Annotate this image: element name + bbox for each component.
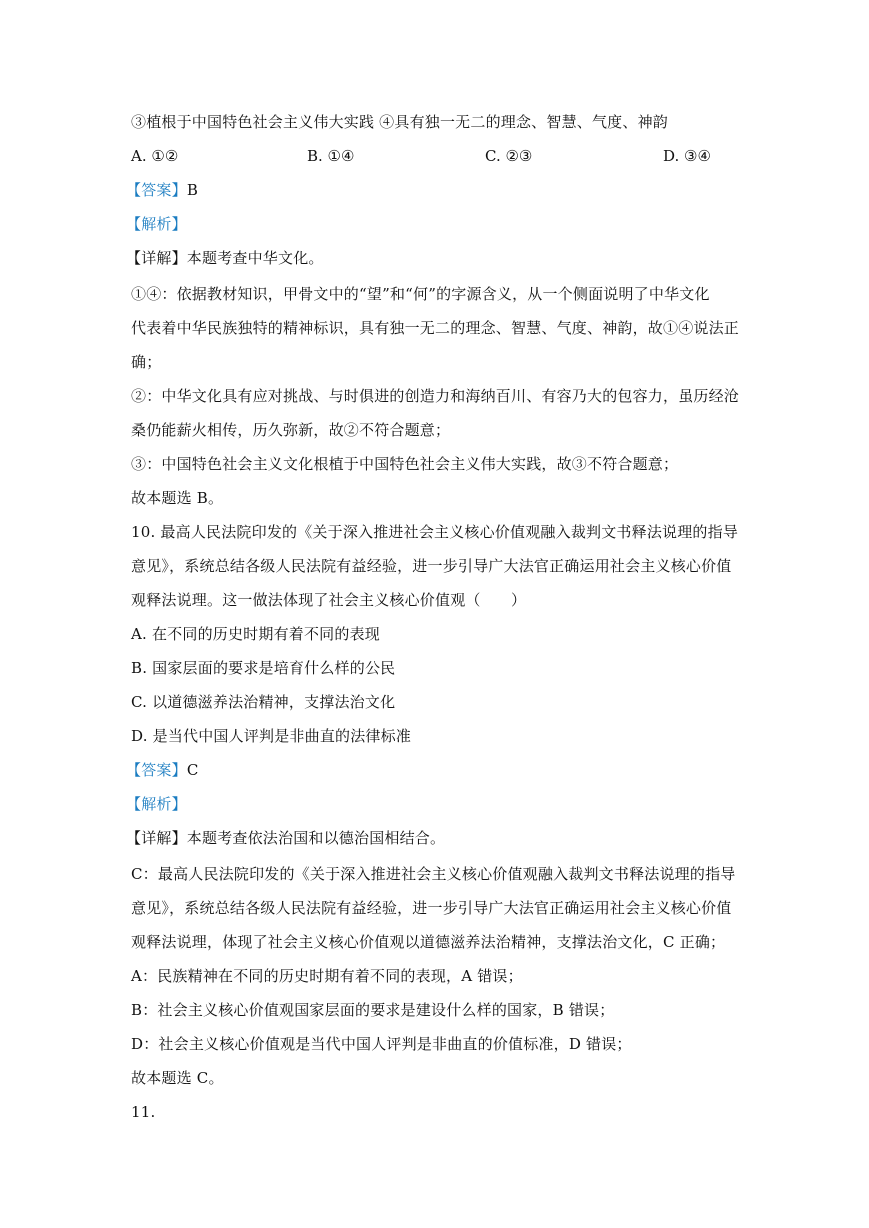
q9-p2-line2: 桑仍能薪火相传，历久弥新，故②不符合题意； (131, 421, 451, 439)
q10-analysis-tag: 【解析】 (126, 795, 187, 813)
answer-tag: 【答案】 (126, 761, 187, 779)
answer-value: C (186, 761, 199, 779)
q9-option-a: A. ①② (131, 147, 179, 165)
q9-p3: ③：中国特色社会主义文化根植于中国特色社会主义伟大实践，故③不符合题意； (131, 455, 679, 473)
q9-detail: 【详解】本题考查中华文化。 (126, 249, 324, 267)
q10-option-c: C. 以道德滋养法治精神，支撑法治文化 (131, 693, 396, 711)
answer-value: B (186, 181, 199, 199)
q10-stem-line2: 意见》，系统总结各级人民法院有益经验，进一步引导广大法官正确运用社会主义核心价值 (131, 557, 732, 575)
q9-option-b: B. ①④ (307, 147, 355, 165)
q9-p1-line3: 确； (131, 353, 162, 371)
q10-answer (126, 760, 736, 780)
q10-pa: A：民族精神在不同的历史时期有着不同的表现，A 错误； (131, 967, 523, 985)
q10-option-b: B. 国家层面的要求是培育什么样的公民 (131, 659, 396, 677)
q10-stem-line3: 观释法说理。这一做法体现了社会主义核心价值观（ ） (131, 591, 527, 609)
q10-pc-line2: 意见》，系统总结各级人民法院有益经验，进一步引导广大法官正确运用社会主义核心价值 (131, 899, 732, 917)
q9-p2-line1: ②：中华文化具有应对挑战、与时俱进的创造力和海纳百川、有容乃大的包容力，虽历经沧 (131, 387, 740, 405)
q9-analysis-tag: 【解析】 (126, 215, 187, 233)
q11-number: 11. (131, 1103, 156, 1121)
q10-pc-line1: C：最高人民法院印发的《关于深入推进社会主义核心价值观融入裁判文书释法说理的指导 (131, 865, 736, 883)
answer-tag: 【答案】 (126, 181, 187, 199)
q10-pd: D：社会主义核心价值观是当代中国人评判是非曲直的价值标准，D 错误； (131, 1035, 632, 1053)
q10-stem-line1: 10. 最高人民法院印发的《关于深入推进社会主义核心价值观融入裁判文书释法说理的指导 (131, 523, 739, 541)
q10-option-a: A. 在不同的历史时期有着不同的表现 (131, 625, 380, 643)
q10-option-d: D. 是当代中国人评判是非曲直的法律标准 (131, 727, 412, 745)
q9-p1-line2: 代表着中华民族独特的精神标识，具有独一无二的理念、智慧、气度、神韵，故①④说法正 (131, 319, 740, 337)
q10-pb: B：社会主义核心价值观国家层面的要求是建设什么样的国家，B 错误； (131, 1001, 615, 1019)
q9-option-c: C. ②③ (485, 147, 533, 165)
q9-option-d: D. ③④ (663, 147, 711, 165)
q10-detail: 【详解】本题考查依法治国和以德治国相结合。 (126, 829, 446, 847)
q10-conclusion: 故本题选 C。 (131, 1069, 224, 1087)
q9-conclusion: 故本题选 B。 (131, 489, 224, 507)
q9-stem-tail: ③植根于中国特色社会主义伟大实践 ④具有独一无二的理念、智慧、气度、神韵 (131, 113, 668, 131)
q9-answer (126, 180, 736, 200)
q9-p1-line1: ①④：依据教材知识，甲骨文中的“望”和“何”的字源含义，从一个侧面说明了中华文化 (131, 285, 710, 303)
q10-pc-line3: 观释法说理，体现了社会主义核心价值观以道德滋养法治精神，支撑法治文化，C 正确； (131, 933, 726, 951)
